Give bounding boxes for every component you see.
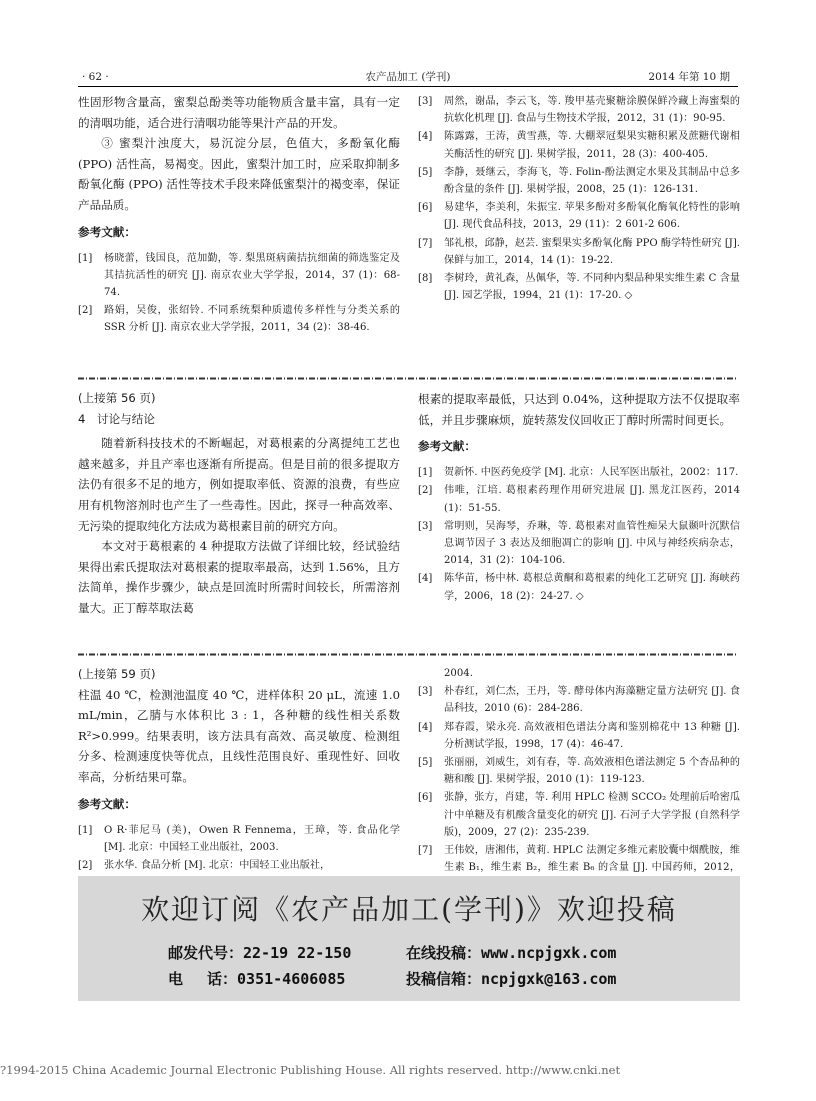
running-header xyxy=(78,68,738,87)
reference-item: [4] 郑春霞，梁永亮. 高效液相色谱法分离和鉴别棉花中 13 种糖 [J]. 分析测试学报，1998，17 (4)：46-47. xyxy=(418,721,740,750)
reference-continuation: 2004. xyxy=(444,668,473,679)
reference-item: [5] 李静，聂继云，李海飞，等. Folin-酚法测定水果及其制品中总多酚含量的条件 [J]. 果树学报，2008，25 (1)：126-131. xyxy=(418,166,740,196)
reference-item: [3] 周然，谢晶，李云飞，等. 羧甲基壳聚糖涂膜保鲜冷藏上海蜜梨的抗软化机理 [J]. 食品与生物技术学报，2012，31 (1)：90-95. xyxy=(418,96,740,125)
reference-item: [7] 邹礼根，邱静，赵芸. 蜜梨果实多酚氧化酶 PPO 酶学特性研究 [J]. 保鲜与加工，2014，14 (1)：19-22. xyxy=(418,237,740,266)
paragraph: 本文对于葛根素的 4 种提取方法做了详细比较，经试验结果得出索氏提取法对葛根素的提取率最高，达到 1.56%，且方法简单，操作步骤少，缺点是回流时所需时间较长，所需溶剂量大。正丁醇萃取法葛 xyxy=(78,539,400,615)
low-left-column xyxy=(78,664,400,875)
online-submission: 在线投稿：www.ncpjgxk.com xyxy=(406,944,617,962)
continuation-note: (上接第 56 页) xyxy=(78,391,156,405)
reference-item: [6] 易建华，李美利，朱振宝. 苹果多酚对多酚氧化酶氧化特性的影响 [J]. 现代食品科技，2013，29 (11)：2 601-2 606. xyxy=(418,202,740,231)
paragraph: 性固形物含量高，蜜梨总酚类等功能物质含量丰富，具有一定的清咽功能，适合进行清咽功能等果汁产品的开发。 xyxy=(78,95,400,130)
reference-item: [2] 路娟，吴俊，张绍铃. 不同系统梨种质遗传多样性与分类关系的 SSR 分析 [J]. 南京农业大学学报，2011，34 (2)：38-46. xyxy=(78,305,400,334)
mid-right-column xyxy=(418,389,740,606)
reference-item: [5] 张丽丽，刘威生，刘有春，等. 高效液相色谱法测定 5 个杏品种的糖和酸 [J]. 果树学报，2010 (1)：119-123. xyxy=(418,757,740,786)
reference-item: [2] 张水华. 食品分析 [M]. 北京：中国轻工业出版社， xyxy=(78,859,331,871)
paragraph: 根素的提取率最低，只达到 0.04%，这种提取方法不仅提取率低，并且步骤麻烦，旋转蒸发仪回收正丁醇时所需时间更长。 xyxy=(418,392,740,427)
reference-item: [2] 伟唯，江培. 葛根素药理作用研究进展 [J]. 黑龙江医药，2014 (1)：51-55. xyxy=(418,485,740,514)
reference-item: [3] 朴春红，刘仁杰，王丹，等. 酵母体内海藻糖定量方法研究 [J]. 食品科技，2010 (6)：284-286. xyxy=(418,686,740,715)
submission-email: 投稿信箱：ncpjgxk@163.com xyxy=(406,970,617,988)
reference-list xyxy=(78,250,400,337)
reference-item: [7] 王伟姣，唐湘伟，黄莉. HPLC 法测定多维元素胶囊中烟酰胺，维生素 B₁，维生素 B₂，维生素 B₆ 的含量 [J]. 中国药师，2012， xyxy=(418,845,740,874)
references-title: 参考文献： xyxy=(78,224,136,239)
reference-item: [6] 张静，张方，肖建，等. 利用 HPLC 检测 SCCO₂ 处理前后哈密瓜汁中单糖及有机酸含量变化的研究 [J]. 石河子大学学报 (自然科学版)，2009，27 (2)：235-239. xyxy=(418,792,740,838)
section-separator xyxy=(78,377,738,380)
subscription-banner xyxy=(78,876,740,1001)
copyright-footer: ?1994-2015 China Academic Journal Electronic Publishing House. All rights reserved. http://www.cnki.net xyxy=(0,1063,621,1077)
section-heading: 4 讨论与结论 xyxy=(78,411,155,426)
reference-item: [1] O R·菲尼马 (美)，Owen R Fennema，王璋，等. 食品化学 [M]. 北京：中国轻工业出版社，2003. xyxy=(78,824,400,853)
reference-list xyxy=(78,822,400,875)
reference-item: [1] 贺新怀. 中医药免疫学 [M]. 北京：人民军医出版社，2002：117. xyxy=(418,467,739,479)
paragraph: ③ 蜜梨汁浊度大，易沉淀分层，色值大，多酚氧化酶 (PPO) 活性高，易褐变。因此，蜜梨汁加工时，应采取抑制多酚氧化酶 (PPO) 活性等技术手段来降低蜜梨汁的褐变率，保证产品品质。 xyxy=(78,136,400,212)
reference-item: [8] 李树玲，黄礼森，丛佩华，等. 不同种内梨品种果实维生素 C 含量 [J]. 园艺学报，1994，21 (1)：17-20. ◇ xyxy=(418,273,740,302)
low-right-column xyxy=(418,665,740,895)
postal-code: 邮发代号：22-19 22-150 xyxy=(168,944,352,962)
journal-name: 农产品加工 (学刊) xyxy=(365,71,451,83)
banner-contact-row xyxy=(168,968,616,989)
references-title: 参考文献： xyxy=(78,796,136,811)
page-number: · 62 · xyxy=(82,71,109,83)
top-left-column xyxy=(78,92,400,338)
reference-item: [3] 常明则，吴海琴，乔琳，等. 葛根素对血管性痴呆大鼠颞叶沉默信息调节因子 3 表达及细胞凋亡的影响 [J]. 中风与神经疾病杂志，2014，31 (2)：104-106. xyxy=(418,520,740,567)
reference-item: [1] 杨晓蕾，钱国良，范加勤，等. 梨黑斑病菌拮抗细菌的筛选鉴定及其拮抗活性的研究 [J]. 南京农业大学学报，2014，37 (1)：68-74. xyxy=(78,252,400,298)
paragraph: 随着新科技技术的不断崛起，对葛根素的分离提纯工艺也越来越多，并且产率也逐渐有所提高。但是目前的很多提取方法仍有很多不足的地方，例如提取率低、资源的浪费，有些应用有机物溶剂时也产生了一些毒性。因此，探寻一种高效率、无污染的提取纯化方法成为葛根素目前的研究方向。 xyxy=(78,436,400,533)
reference-item: [4] 陈露露，王涛，黄雪燕，等. 大棚翠冠梨果实糖积累及蔗糖代谢相关酶活性的研究 [J]. 果树学报，2011，28 (3)：400-405. xyxy=(418,131,740,160)
continuation-note: (上接第 59 页) xyxy=(78,667,156,681)
banner-contact-row xyxy=(168,942,616,963)
mid-left-column xyxy=(78,388,400,619)
issue-label: 2014 年第 10 期 xyxy=(648,71,730,83)
references-title: 参考文献： xyxy=(418,439,476,454)
phone-number: 电 话：0351-4606085 xyxy=(168,970,346,988)
reference-list xyxy=(418,464,740,605)
reference-item: [4] 陈华苗，杨中林. 葛根总黄酮和葛根素的纯化工艺研究 [J]. 海峡药学，2006，18 (2)：24-27. ◇ xyxy=(418,573,740,602)
section-separator xyxy=(78,653,738,656)
top-right-column xyxy=(418,93,740,305)
banner-headline: 欢迎订阅《农产品加工(学刊)》欢迎投稿 xyxy=(141,893,677,926)
paragraph: 柱温 40 ℃，检测池温度 40 ℃，进样体积 20 μL，流速 1.0 mL/min，乙腈与水体积比 3 : 1，各种糖的线性相关系数 R²>0.999。结果表明，该方法具有高效、高灵敏度、检测组分多、检测速度快等优点，且线性范围良好、重现性好、回收率高，分析结果可靠。 xyxy=(78,687,400,784)
